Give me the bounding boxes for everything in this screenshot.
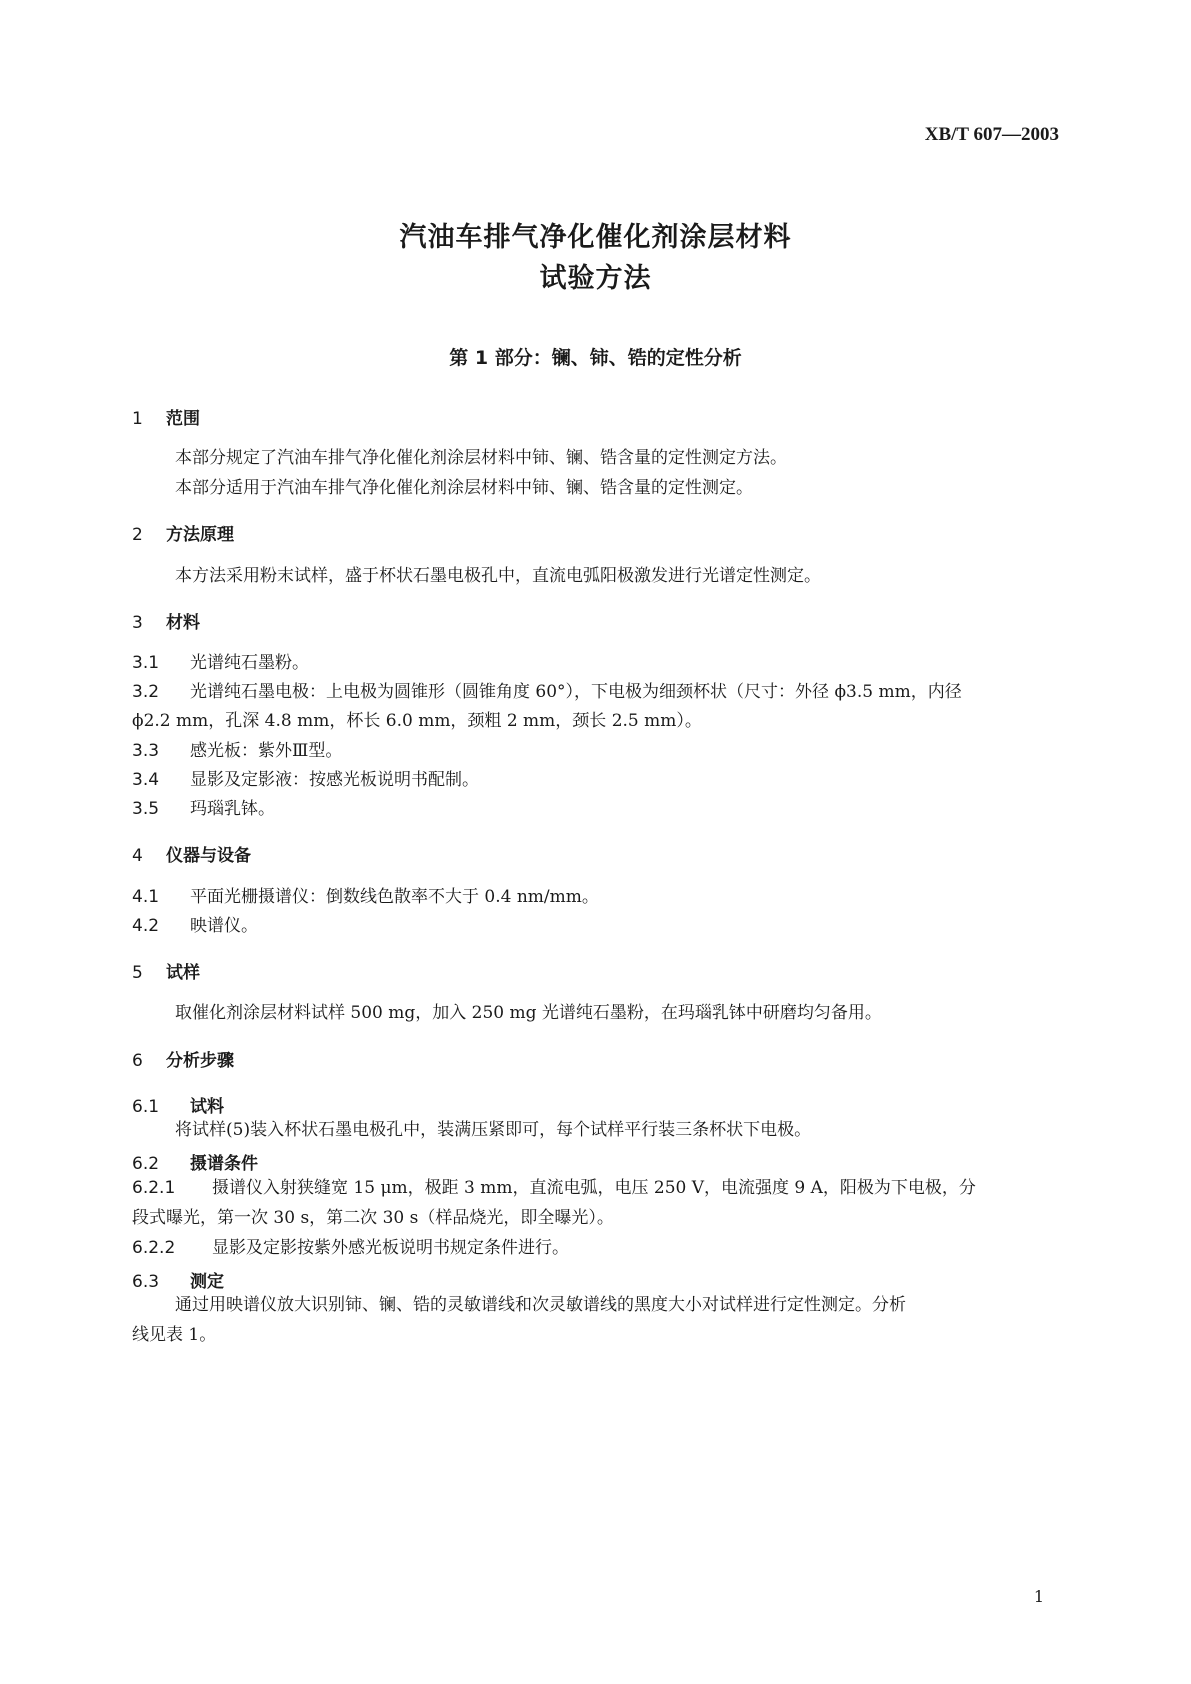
subsection-number: 6.2 <box>132 1154 160 1174</box>
document-title-line1: 汽油车排气净化催化剂涂层材料 <box>399 222 792 253</box>
item-number: 4.1 <box>132 887 160 907</box>
section-heading-4 <box>132 841 251 866</box>
paragraph: 本方法采用粉末试样，盛于杯状石墨电极孔中，直流电弧阳极激发进行光谱定性测定。 <box>175 566 821 586</box>
list-item <box>132 765 479 796</box>
item-text: 映谱仪。 <box>190 916 258 936</box>
list-item <box>132 1233 569 1264</box>
section-heading-6 <box>132 1046 234 1071</box>
section-heading-5 <box>132 958 200 983</box>
paragraph: 通过用映谱仪放大识别铈、镧、锆的灵敏谱线和次灵敏谱线的黑度大小对试样进行定性测定。分析 <box>175 1295 906 1315</box>
section-number: 6 <box>132 1051 143 1071</box>
item-number: 4.2 <box>132 916 160 936</box>
subsection-heading <box>132 1092 224 1117</box>
subsection-title: 测定 <box>190 1272 224 1292</box>
section-number: 2 <box>132 525 143 545</box>
item-number: 6.2.1 <box>132 1178 176 1198</box>
section-title: 试样 <box>166 963 200 983</box>
subsection-title: 摄谱条件 <box>190 1154 258 1174</box>
item-text: 光谱纯石墨电极：上电极为圆锥形（圆锥角度 60°），下电极为细颈杯状（尺寸：外径 ϕ3.5 mm，内径 <box>190 682 962 702</box>
list-item <box>132 882 599 913</box>
paragraph: 本部分适用于汽油车排气净化催化剂涂层材料中铈、镧、锆含量的定性测定。 <box>175 478 753 498</box>
section-title: 方法原理 <box>166 525 234 545</box>
section-title: 材料 <box>166 613 200 633</box>
item-text: 摄谱仪入射狭缝宽 15 μm，极距 3 mm，直流电弧，电压 250 V，电流强度 9 A，阳极为下电极，分 <box>212 1178 976 1198</box>
list-item <box>132 1173 976 1204</box>
section-heading-3 <box>132 608 200 633</box>
section-number: 4 <box>132 846 143 866</box>
item-text: 显影及定影按紫外感光板说明书规定条件进行。 <box>212 1238 569 1258</box>
document-title-line2: 试验方法 <box>539 263 652 294</box>
list-item <box>132 677 962 708</box>
item-number: 3.5 <box>132 799 160 819</box>
item-text: 感光板：紫外Ⅲ型。 <box>190 741 343 761</box>
subsection-number: 6.3 <box>132 1272 160 1292</box>
list-item-continuation: 段式曝光，第一次 30 s，第二次 30 s（样品烧光，即全曝光）。 <box>132 1208 614 1228</box>
subsection-heading <box>132 1149 258 1174</box>
list-item <box>132 794 275 825</box>
list-item <box>132 648 309 679</box>
section-title: 仪器与设备 <box>166 846 251 866</box>
paragraph: 取催化剂涂层材料试样 500 mg，加入 250 mg 光谱纯石墨粉，在玛瑙乳钵中研磨均匀备用。 <box>175 1003 882 1023</box>
item-number: 3.1 <box>132 653 160 673</box>
item-text: 平面光栅摄谱仪：倒数线色散率不大于 0.4 nm/mm。 <box>190 887 599 907</box>
section-number: 5 <box>132 963 143 983</box>
section-heading-1 <box>132 404 200 429</box>
paragraph: 将试样(5)装入杯状石墨电极孔中，装满压紧即可，每个试样平行装三条杯状下电极。 <box>175 1120 812 1140</box>
section-number: 3 <box>132 613 143 633</box>
list-item-continuation: ϕ2.2 mm，孔深 4.8 mm，杯长 6.0 mm，颈粗 2 mm，颈长 2.5 mm）。 <box>132 711 702 731</box>
item-number: 6.2.2 <box>132 1238 176 1258</box>
subsection-title: 试料 <box>190 1097 224 1117</box>
item-number: 3.4 <box>132 770 160 790</box>
section-title: 范围 <box>166 409 200 429</box>
item-text: 光谱纯石墨粉。 <box>190 653 309 673</box>
subsection-number: 6.1 <box>132 1097 160 1117</box>
section-title: 分析步骤 <box>166 1051 234 1071</box>
item-number: 3.3 <box>132 741 160 761</box>
part-title: 第 1 部分：镧、铈、锆的定性分析 <box>449 347 742 369</box>
item-text: 显影及定影液：按感光板说明书配制。 <box>190 770 479 790</box>
list-item <box>132 736 342 767</box>
list-item <box>132 911 258 942</box>
paragraph-continuation: 线见表 1。 <box>132 1325 217 1345</box>
item-number: 3.2 <box>132 682 160 702</box>
page-number: 1 <box>1033 1587 1044 1606</box>
section-heading-2 <box>132 520 234 545</box>
subsection-heading <box>132 1267 224 1292</box>
section-number: 1 <box>132 409 143 429</box>
standard-number: XB/T 607—2003 <box>924 124 1059 145</box>
item-text: 玛瑙乳钵。 <box>190 799 275 819</box>
paragraph: 本部分规定了汽油车排气净化催化剂涂层材料中铈、镧、锆含量的定性测定方法。 <box>175 448 787 468</box>
